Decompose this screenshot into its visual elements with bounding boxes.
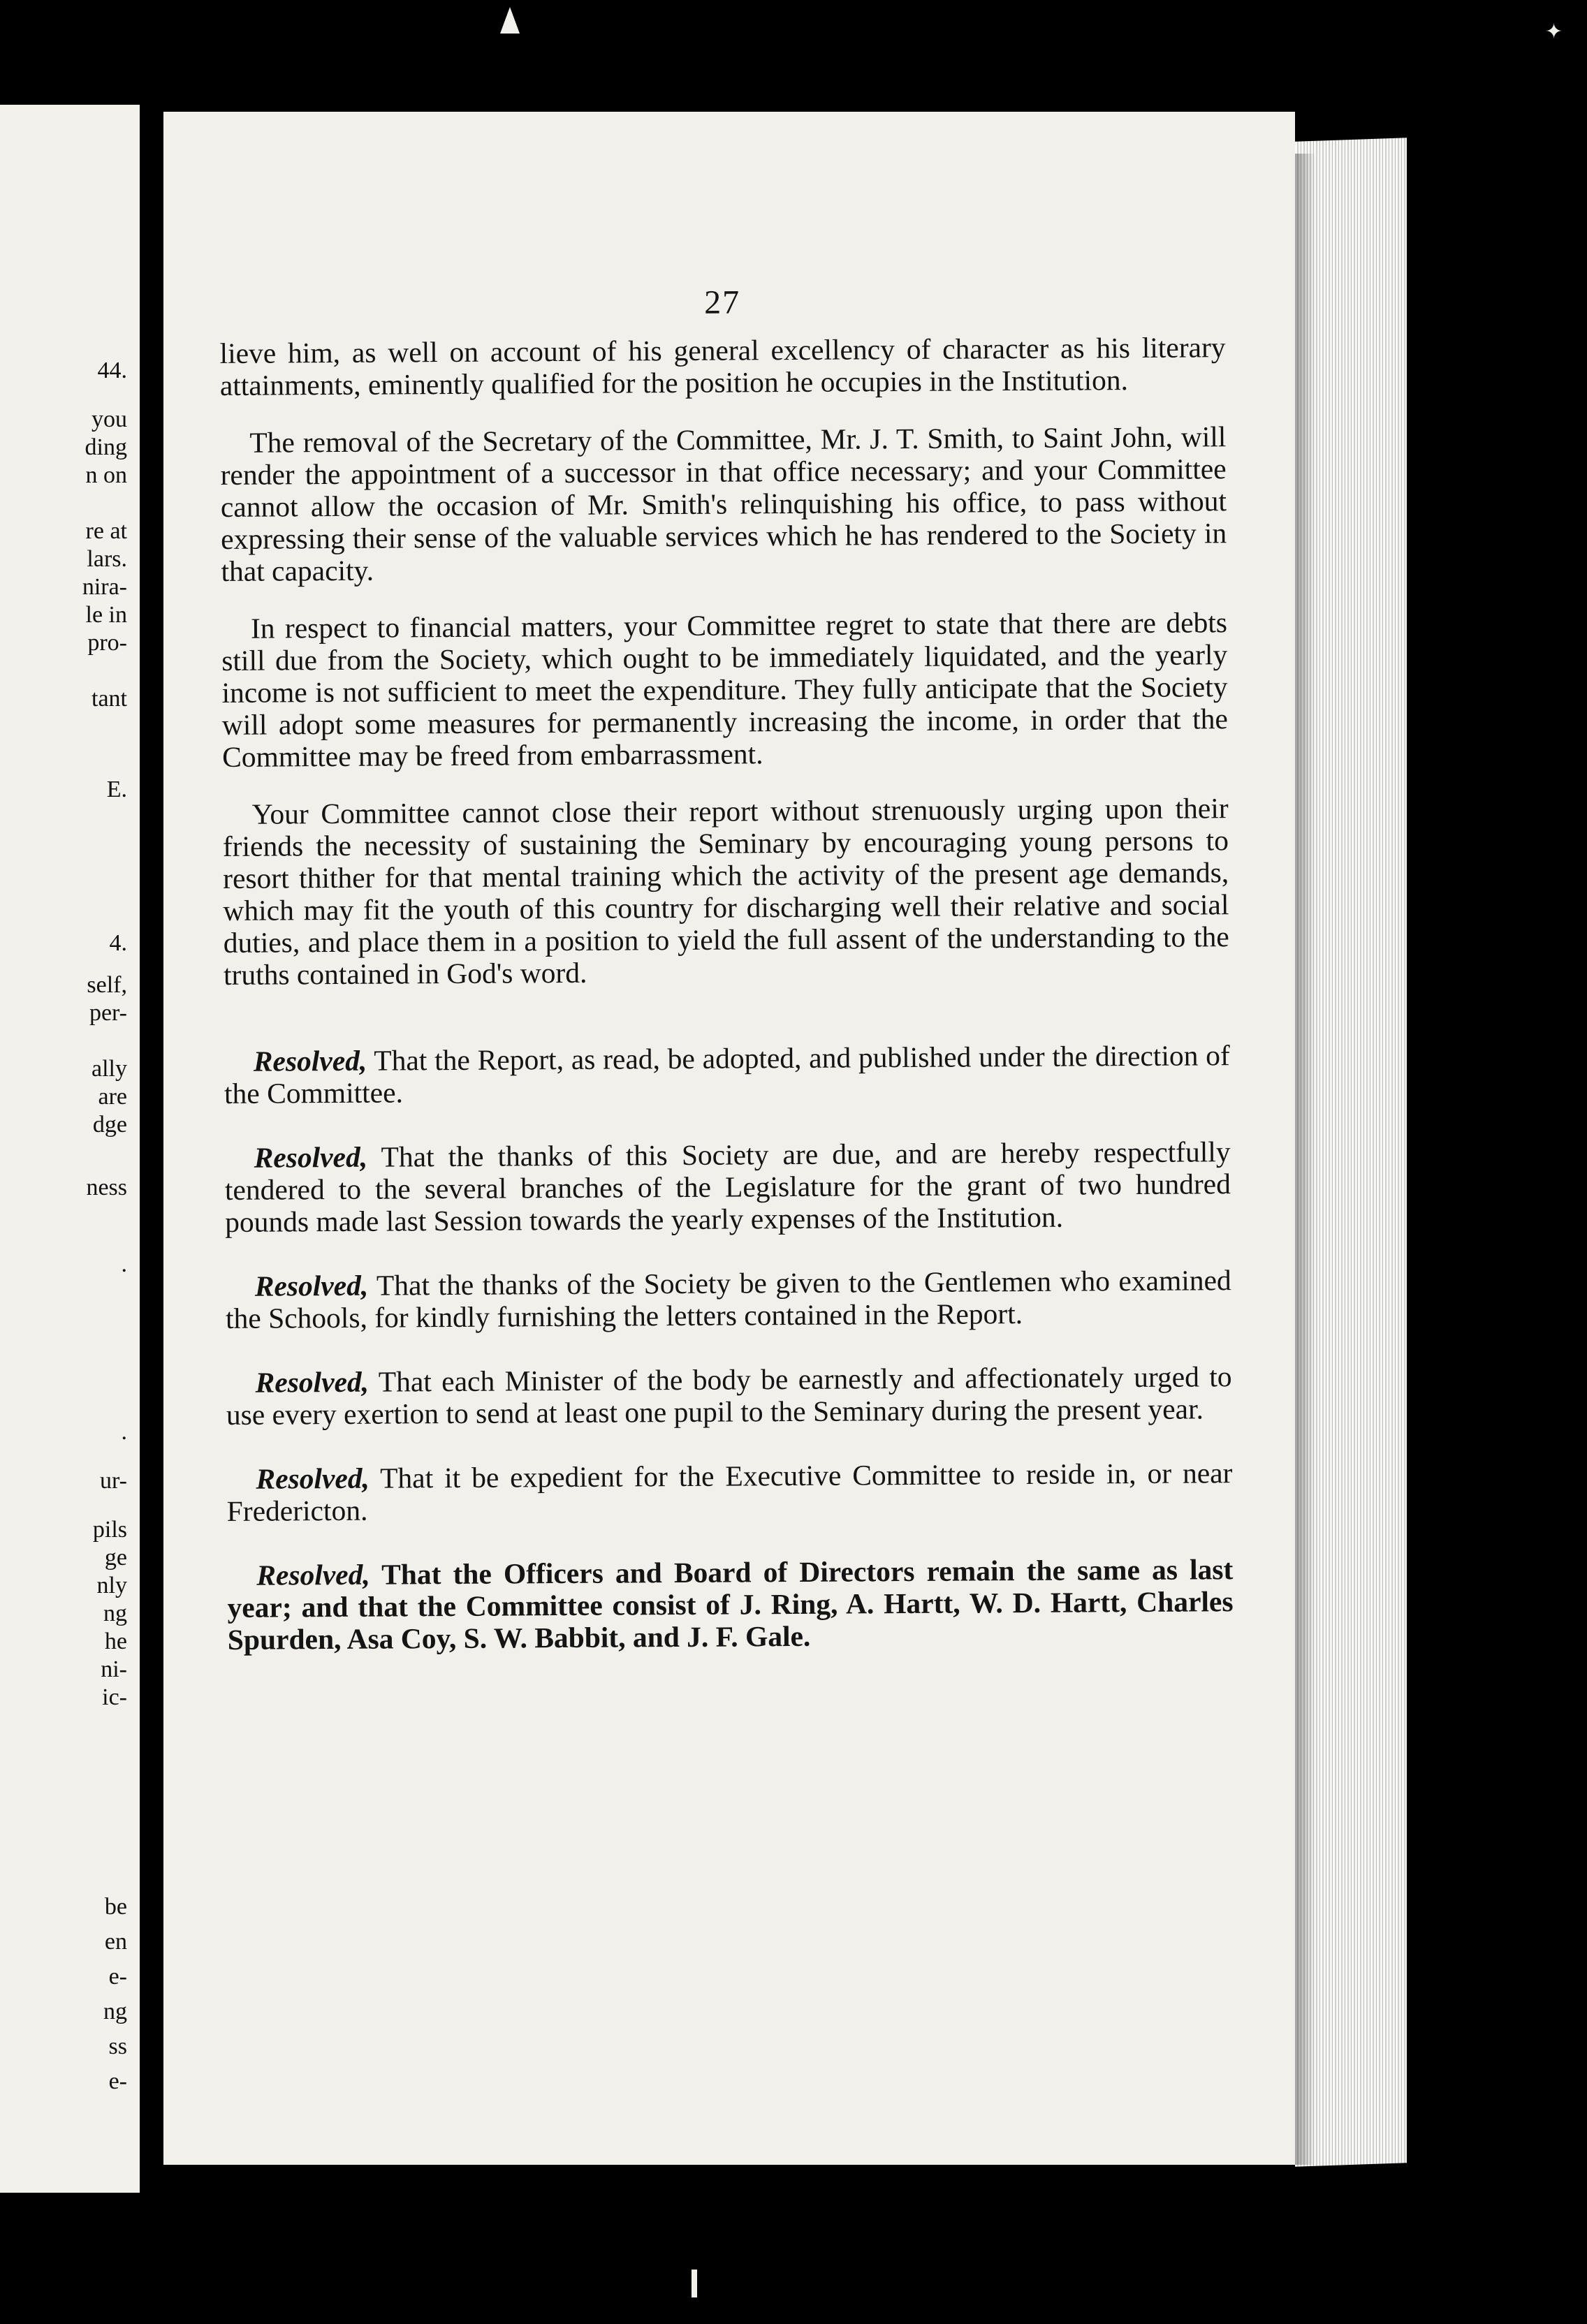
left-fragment: e- (108, 2068, 127, 2094)
resolution-label: Resolved, (254, 1269, 369, 1302)
resolution (224, 1135, 1231, 1238)
left-fragment: he (104, 1628, 127, 1654)
left-fragment: ding (85, 434, 127, 460)
resolution (224, 1039, 1231, 1110)
left-fragment: en (104, 1929, 127, 1955)
left-fragment: self, (87, 972, 127, 998)
left-fragment: ness (86, 1175, 127, 1200)
left-fragment: E. (106, 777, 127, 802)
left-fragment: 44. (97, 358, 127, 383)
page-edge-shadow (1295, 154, 1316, 2165)
left-fragment: nira- (82, 574, 127, 600)
paragraph: lieve him, as well on account of his general excellency of character as his literary attainments, eminently qualified for the position he occupies in the Institution. (219, 331, 1226, 402)
left-facing-page (0, 105, 140, 2193)
left-fragment: ng (103, 1999, 127, 2024)
left-fragment: 4. (109, 930, 127, 956)
resolution-text: That the Officers and Board of Directors remain the same as last year; and that the Committee consist of J. Ring, A. Hartt, W. D. Hartt, Charles Spurden, Asa Coy, S. W. Babbit, and J. F. Gale. (227, 1553, 1234, 1656)
left-fragment: ally (92, 1056, 127, 1082)
left-fragment: e- (108, 1964, 127, 1990)
left-fragment: ss (108, 2034, 127, 2059)
left-fragment: n on (85, 462, 127, 488)
left-fragment: you (92, 406, 127, 432)
paragraph: Your Committee cannot close their report without strenuously urging upon their friends the necessity of sustaining the Seminary by encouraging young persons to resort thither for that mental training which the activity of the present age demands, which may fit the youth of this country for discharging well their relative and social duties, and place them in a position to yield the full assent of the understanding to the truths contained in God's word. (222, 792, 1229, 991)
corner-star-icon: ✦ (1545, 20, 1563, 44)
left-fragment: are (98, 1084, 127, 1110)
resolution (226, 1360, 1232, 1431)
resolution-text: That the Report, as read, be adopted, and published under the direction of the Committee. (224, 1039, 1230, 1110)
page-content (219, 280, 1234, 1688)
left-fragment: le in (85, 602, 127, 628)
left-fragment: pils (92, 1517, 127, 1543)
resolution (227, 1553, 1234, 1656)
resolution (226, 1264, 1232, 1334)
left-fragment: ge (104, 1545, 127, 1571)
left-fragment: be (104, 1894, 127, 1920)
resolution (226, 1457, 1233, 1527)
resolution-label: Resolved, (254, 1140, 368, 1174)
left-fragment: . (121, 1251, 127, 1277)
resolution-text: That it be expedient for the Executive Committee to reside in, or near Fredericton. (226, 1457, 1233, 1527)
left-fragment: per- (89, 1000, 127, 1026)
left-fragment: nly (96, 1573, 127, 1598)
resolution-label: Resolved, (255, 1365, 370, 1399)
resolution-text: That each Minister of the body be earnestly and affectionately urged to use every exertion to send at least one pupil to the Seminary during the present year. (226, 1360, 1232, 1431)
resolution-label: Resolved, (253, 1044, 367, 1078)
left-fragment: lars. (87, 546, 127, 572)
left-fragment: . (121, 1419, 127, 1445)
left-fragment: re at (85, 518, 127, 544)
resolution-text: That the thanks of the Society be given to the Gentlemen who examined the Schools, for kindly furnishing the letters contained in the Report. (225, 1264, 1231, 1334)
bottom-mark (692, 2270, 697, 2297)
book-page (163, 112, 1295, 2165)
resolution-text: That the thanks of this Society are due, and are hereby respectfully tendered to the several branches of the Legislature for the grant of two hundred pounds made last Session towards the yearly expenses of the Institution. (224, 1135, 1231, 1238)
book-gutter (140, 105, 163, 2193)
paragraph: The removal of the Secretary of the Committee, Mr. J. T. Smith, to Saint John, will render the appointment of a successor in that office necessary; and your Committee cannot allow the occasion of Mr. Smith's relinquishing his office, to pass without expressing their sense of the valuable services which he has rendered to the Society in that capacity. (220, 420, 1227, 587)
left-fragment: ic- (102, 1684, 127, 1710)
resolution-label: Resolved, (256, 1462, 370, 1495)
left-fragment: pro- (87, 630, 127, 656)
left-fragment: tant (92, 686, 127, 712)
page-number: 27 (703, 284, 741, 321)
top-triangle-mark (500, 7, 520, 34)
paragraph: In respect to financial matters, your Committee regret to state that there are debts still due from the Society, which ought to be immediately liquidated, and the yearly income is not sufficient to meet the expenditure. They fully anticipate that the Society will adopt some measures for permanently increasing the income, in order that the Committee may be freed from embarrassment. (221, 606, 1228, 773)
left-fragment: ur- (100, 1468, 127, 1494)
resolution-label: Resolved, (256, 1558, 370, 1591)
left-fragment: ng (103, 1601, 127, 1626)
left-fragment: ni- (101, 1656, 127, 1682)
left-fragment: dge (92, 1112, 127, 1138)
